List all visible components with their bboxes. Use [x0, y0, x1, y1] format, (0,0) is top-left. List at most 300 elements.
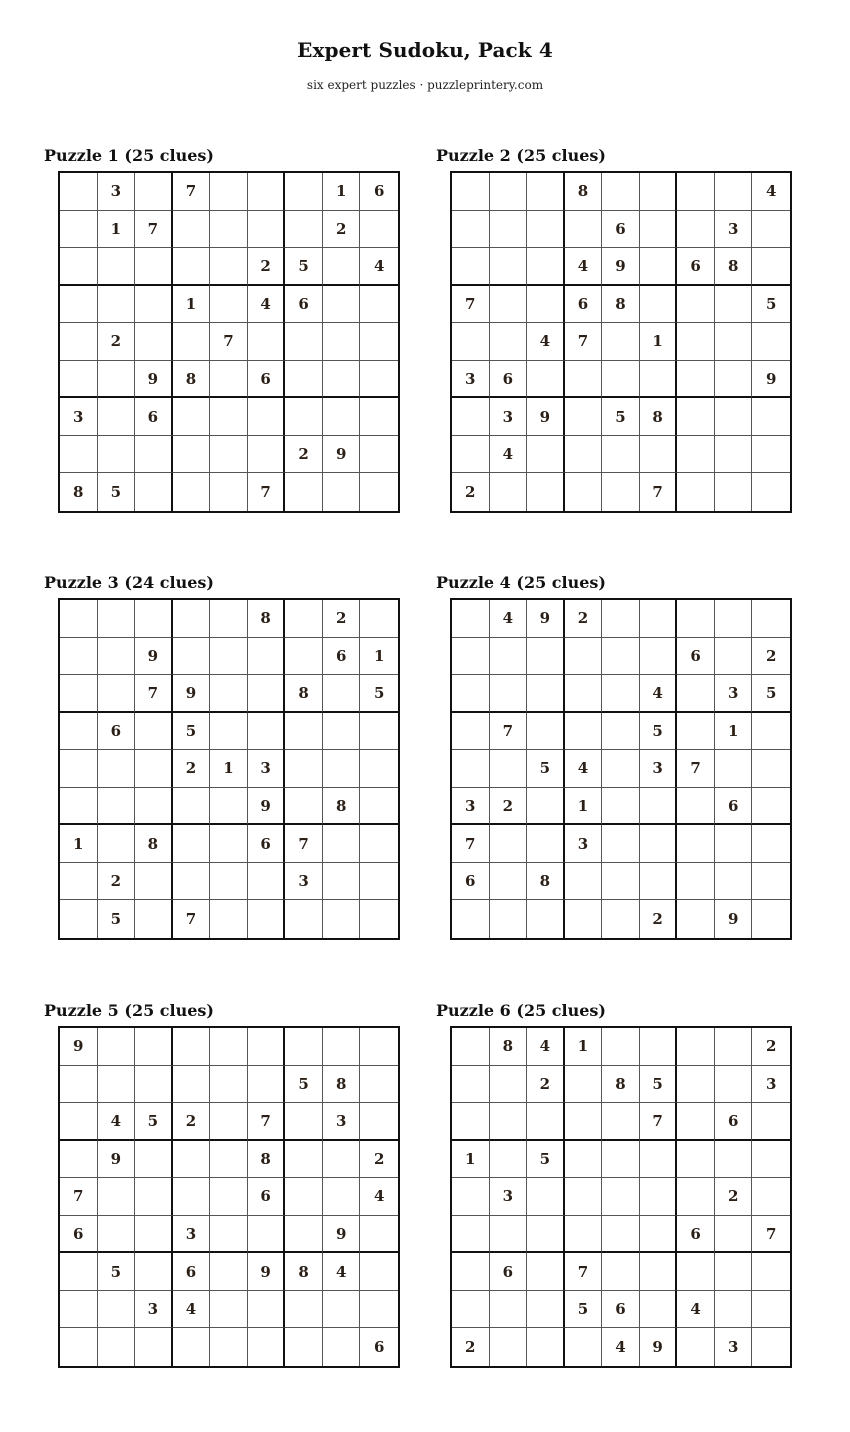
sudoku-cell: [210, 638, 248, 676]
sudoku-cell: [752, 900, 790, 938]
sudoku-cell: 7: [640, 1103, 678, 1141]
sudoku-cell: [360, 1291, 398, 1329]
sudoku-cell: 6: [602, 1291, 640, 1329]
sudoku-cell: [210, 398, 248, 436]
sudoku-cell: [490, 286, 528, 324]
sudoku-cell: [248, 638, 286, 676]
sudoku-cell: 5: [98, 473, 136, 511]
sudoku-cell: [715, 473, 753, 511]
sudoku-cell: [452, 1253, 490, 1291]
sudoku-grid: [450, 598, 792, 940]
sudoku-cell: [135, 713, 173, 751]
sudoku-cell: [752, 398, 790, 436]
sudoku-cell: [248, 323, 286, 361]
sudoku-cell: 8: [527, 863, 565, 901]
sudoku-cell: [60, 675, 98, 713]
sudoku-cell: [98, 750, 136, 788]
sudoku-cell: [715, 1028, 753, 1066]
sudoku-cell: [173, 1028, 211, 1066]
sudoku-cell: 3: [452, 788, 490, 826]
sudoku-cell: [210, 1066, 248, 1104]
sudoku-cell: [248, 713, 286, 751]
sudoku-cell: 1: [640, 323, 678, 361]
sudoku-cell: 3: [715, 211, 753, 249]
sudoku-cell: 4: [173, 1291, 211, 1329]
sudoku-cell: [527, 436, 565, 474]
sudoku-cell: [527, 473, 565, 511]
sudoku-cell: [602, 1141, 640, 1179]
sudoku-cell: [173, 211, 211, 249]
sudoku-cell: 2: [248, 248, 286, 286]
sudoku-cell: [323, 675, 361, 713]
sudoku-cell: 7: [135, 675, 173, 713]
sudoku-cell: [452, 1291, 490, 1329]
sudoku-cell: [135, 1028, 173, 1066]
sudoku-cell: [677, 863, 715, 901]
sudoku-cell: [602, 750, 640, 788]
sudoku-cell: 4: [565, 248, 603, 286]
sudoku-cell: 7: [173, 173, 211, 211]
sudoku-cell: [210, 1328, 248, 1366]
page-title: Expert Sudoku, Pack 4: [297, 38, 553, 62]
sudoku-cell: [490, 1141, 528, 1179]
sudoku-cell: [248, 398, 286, 436]
sudoku-cell: 4: [565, 750, 603, 788]
sudoku-cell: [715, 173, 753, 211]
sudoku-cell: 7: [285, 825, 323, 863]
sudoku-cell: [677, 825, 715, 863]
sudoku-cell: [565, 638, 603, 676]
sudoku-cell: [602, 638, 640, 676]
sudoku-cell: [60, 286, 98, 324]
sudoku-cell: [323, 1141, 361, 1179]
sudoku-cell: [752, 1328, 790, 1366]
sudoku-cell: [640, 863, 678, 901]
sudoku-cell: 2: [285, 436, 323, 474]
sudoku-cell: 1: [715, 713, 753, 751]
sudoku-cell: [60, 361, 98, 399]
sudoku-cell: 3: [98, 173, 136, 211]
sudoku-cell: [527, 286, 565, 324]
sudoku-cell: [452, 1216, 490, 1254]
sudoku-cell: [677, 361, 715, 399]
sudoku-cell: [285, 713, 323, 751]
sudoku-cell: 4: [360, 248, 398, 286]
sudoku-cell: [98, 788, 136, 826]
sudoku-cell: [752, 788, 790, 826]
sudoku-cell: 2: [173, 750, 211, 788]
sudoku-cell: [640, 248, 678, 286]
sudoku-cell: 3: [715, 1328, 753, 1366]
sudoku-cell: [677, 173, 715, 211]
sudoku-cell: 2: [527, 1066, 565, 1104]
sudoku-cell: [323, 361, 361, 399]
sudoku-cell: [98, 248, 136, 286]
sudoku-cell: [285, 361, 323, 399]
sudoku-cell: [452, 1103, 490, 1141]
sudoku-cell: [565, 900, 603, 938]
sudoku-cell: [98, 1178, 136, 1216]
sudoku-cell: 7: [452, 825, 490, 863]
sudoku-cell: [248, 1216, 286, 1254]
sudoku-cell: [135, 1253, 173, 1291]
sudoku-cell: [135, 248, 173, 286]
sudoku-cell: [677, 900, 715, 938]
sudoku-cell: 9: [602, 248, 640, 286]
sudoku-cell: [360, 211, 398, 249]
sudoku-cell: [490, 248, 528, 286]
sudoku-cell: [60, 600, 98, 638]
sudoku-cell: [60, 1291, 98, 1329]
sudoku-cell: 8: [323, 1066, 361, 1104]
sudoku-cell: [490, 863, 528, 901]
sudoku-cell: 2: [98, 323, 136, 361]
sudoku-cell: 3: [565, 825, 603, 863]
sudoku-cell: [490, 1328, 528, 1366]
sudoku-cell: [210, 1216, 248, 1254]
sudoku-cell: [135, 473, 173, 511]
sudoku-cell: [527, 361, 565, 399]
sudoku-cell: [285, 900, 323, 938]
sudoku-cell: [98, 436, 136, 474]
sudoku-cell: [248, 211, 286, 249]
sudoku-cell: 8: [490, 1028, 528, 1066]
sudoku-cell: [210, 1028, 248, 1066]
sudoku-cell: [285, 398, 323, 436]
sudoku-cell: [490, 1291, 528, 1329]
sudoku-cell: [210, 211, 248, 249]
sudoku-cell: [565, 1328, 603, 1366]
sudoku-cell: [360, 1103, 398, 1141]
sudoku-cell: [602, 900, 640, 938]
sudoku-cell: [210, 436, 248, 474]
sudoku-cell: [323, 286, 361, 324]
sudoku-cell: [173, 788, 211, 826]
sudoku-cell: [285, 638, 323, 676]
sudoku-cell: [60, 1103, 98, 1141]
sudoku-cell: 4: [752, 173, 790, 211]
sudoku-cell: 9: [173, 675, 211, 713]
sudoku-cell: [490, 825, 528, 863]
sudoku-cell: [285, 750, 323, 788]
sudoku-cell: [60, 1253, 98, 1291]
sudoku-cell: 6: [248, 361, 286, 399]
sudoku-cell: [98, 825, 136, 863]
sudoku-cell: 1: [173, 286, 211, 324]
sudoku-cell: [60, 1328, 98, 1366]
sudoku-cell: [60, 1066, 98, 1104]
sudoku-cell: 6: [602, 211, 640, 249]
sudoku-cell: [452, 1066, 490, 1104]
sudoku-cell: [60, 248, 98, 286]
sudoku-cell: [602, 788, 640, 826]
sudoku-cell: [752, 1178, 790, 1216]
sudoku-cell: [640, 1178, 678, 1216]
sudoku-cell: [565, 211, 603, 249]
sudoku-cell: [360, 361, 398, 399]
sudoku-cell: [135, 436, 173, 474]
sudoku-cell: [323, 750, 361, 788]
sudoku-cell: 7: [248, 1103, 286, 1141]
sudoku-cell: 2: [452, 473, 490, 511]
sudoku-cell: [527, 788, 565, 826]
sudoku-cell: 6: [677, 1216, 715, 1254]
sudoku-cell: [98, 1028, 136, 1066]
sudoku-cell: [360, 600, 398, 638]
sudoku-cell: 2: [490, 788, 528, 826]
sudoku-cell: [452, 900, 490, 938]
sudoku-cell: [173, 1066, 211, 1104]
sudoku-cell: [60, 436, 98, 474]
sudoku-cell: [677, 436, 715, 474]
sudoku-cell: 4: [490, 600, 528, 638]
sudoku-cell: [490, 473, 528, 511]
sudoku-cell: [640, 1216, 678, 1254]
sudoku-cell: [602, 1028, 640, 1066]
sudoku-cell: [360, 473, 398, 511]
sudoku-cell: [360, 1028, 398, 1066]
sudoku-cell: [285, 1216, 323, 1254]
sudoku-cell: 6: [374, 1338, 385, 1357]
sudoku-cell: [452, 436, 490, 474]
sudoku-cell: 7: [677, 750, 715, 788]
sudoku-cell: [602, 600, 640, 638]
sudoku-cell: 9: [135, 638, 173, 676]
sudoku-cell: [323, 248, 361, 286]
sudoku-grid: [450, 1026, 792, 1368]
sudoku-cell: [715, 600, 753, 638]
sudoku-cell: 2: [323, 600, 361, 638]
sudoku-cell: [323, 323, 361, 361]
sudoku-cell: 4: [677, 1291, 715, 1329]
sudoku-cell: 8: [248, 1141, 286, 1179]
puzzle-title: Puzzle 5 (25 clues): [44, 1001, 214, 1020]
sudoku-cell: [360, 398, 398, 436]
sudoku-cell: [527, 900, 565, 938]
sudoku-cell: 6: [715, 1103, 753, 1141]
sudoku-cell: 3: [135, 1291, 173, 1329]
sudoku-cell: [210, 1141, 248, 1179]
sudoku-cell: [490, 1103, 528, 1141]
sudoku-cell: 5: [98, 1253, 136, 1291]
sudoku-cell: [565, 675, 603, 713]
sudoku-cell: [285, 473, 323, 511]
sudoku-cell: 5: [98, 900, 136, 938]
sudoku-cell: [715, 1141, 753, 1179]
sudoku-cell: [248, 900, 286, 938]
sudoku-cell: [452, 211, 490, 249]
sudoku-cell: 8: [602, 286, 640, 324]
sudoku-cell: 6: [173, 1253, 211, 1291]
sudoku-cell: 1: [360, 638, 398, 676]
sudoku-cell: 4: [323, 1253, 361, 1291]
sudoku-cell: [210, 675, 248, 713]
sudoku-cell: 6: [490, 1253, 528, 1291]
sudoku-cell: [602, 675, 640, 713]
sudoku-cell: [640, 788, 678, 826]
sudoku-cell: 4: [490, 436, 528, 474]
sudoku-cell: [248, 1291, 286, 1329]
sudoku-cell: 5: [285, 248, 323, 286]
sudoku-cell: [527, 1328, 565, 1366]
sudoku-cell: 4: [527, 323, 565, 361]
sudoku-cell: [360, 323, 398, 361]
sudoku-cell: 8: [173, 361, 211, 399]
sudoku-cell: 5: [527, 1141, 565, 1179]
sudoku-cell: [452, 713, 490, 751]
sudoku-cell: [135, 173, 173, 211]
sudoku-cell: [565, 1066, 603, 1104]
sudoku-grid: [58, 171, 400, 513]
sudoku-cell: [60, 713, 98, 751]
sudoku-cell: [210, 173, 248, 211]
sudoku-cell: [677, 600, 715, 638]
sudoku-cell: [323, 1028, 361, 1066]
sudoku-cell: [715, 1066, 753, 1104]
sudoku-cell: 6: [490, 361, 528, 399]
sudoku-cell: [677, 398, 715, 436]
sudoku-cell: [360, 1066, 398, 1104]
sudoku-cell: [715, 750, 753, 788]
sudoku-cell: [248, 1066, 286, 1104]
sudoku-cell: [527, 248, 565, 286]
sudoku-cell: 5: [360, 675, 398, 713]
sudoku-cell: [173, 825, 211, 863]
sudoku-cell: 7: [752, 1216, 790, 1254]
sudoku-cell: 9: [323, 1216, 361, 1254]
sudoku-cell: 6: [565, 286, 603, 324]
sudoku-cell: [323, 713, 361, 751]
sudoku-cell: 7: [490, 713, 528, 751]
sudoku-cell: 6: [60, 1216, 98, 1254]
sudoku-cell: [173, 1328, 211, 1366]
sudoku-cell: [452, 750, 490, 788]
sudoku-cell: [135, 600, 173, 638]
sudoku-cell: [135, 863, 173, 901]
sudoku-cell: [490, 1216, 528, 1254]
sudoku-cell: 8: [715, 248, 753, 286]
sudoku-cell: 7: [452, 286, 490, 324]
sudoku-cell: 5: [565, 1291, 603, 1329]
sudoku-cell: [452, 1028, 490, 1066]
sudoku-cell: 6: [248, 1178, 286, 1216]
sudoku-cell: 8: [565, 173, 603, 211]
sudoku-cell: [210, 825, 248, 863]
sudoku-cell: [565, 473, 603, 511]
sudoku-cell: 1: [565, 1028, 603, 1066]
sudoku-cell: [210, 863, 248, 901]
sudoku-cell: [527, 1291, 565, 1329]
sudoku-cell: 3: [490, 1178, 528, 1216]
sudoku-cell: [715, 1253, 753, 1291]
sudoku-cell: [715, 398, 753, 436]
sudoku-cell: [715, 361, 753, 399]
sudoku-cell: [248, 1328, 286, 1366]
sudoku-cell: [60, 638, 98, 676]
sudoku-cell: [527, 638, 565, 676]
sudoku-cell: [60, 788, 98, 826]
sudoku-cell: [677, 211, 715, 249]
sudoku-cell: [285, 1328, 323, 1366]
sudoku-cell: [602, 713, 640, 751]
sudoku-cell: 8: [323, 788, 361, 826]
sudoku-cell: [210, 1253, 248, 1291]
sudoku-cell: 4: [527, 1028, 565, 1066]
puzzle-title: Puzzle 2 (25 clues): [436, 146, 606, 165]
sudoku-cell: [752, 750, 790, 788]
sudoku-cell: [135, 1178, 173, 1216]
sudoku-cell: 3: [60, 398, 98, 436]
sudoku-cell: 8: [285, 1253, 323, 1291]
sudoku-cell: [452, 638, 490, 676]
sudoku-cell: 6: [452, 863, 490, 901]
sudoku-cell: [490, 638, 528, 676]
sudoku-cell: [323, 825, 361, 863]
sudoku-cell: [98, 361, 136, 399]
sudoku-cell: [248, 173, 286, 211]
sudoku-cell: [452, 675, 490, 713]
sudoku-cell: [565, 361, 603, 399]
sudoku-cell: [60, 211, 98, 249]
sudoku-cell: [173, 323, 211, 361]
sudoku-cell: [752, 1141, 790, 1179]
sudoku-cell: [135, 788, 173, 826]
sudoku-cell: [60, 863, 98, 901]
sudoku-cell: 9: [135, 361, 173, 399]
sudoku-cell: 8: [602, 1066, 640, 1104]
sudoku-cell: [60, 323, 98, 361]
sudoku-cell: 7: [565, 1253, 603, 1291]
sudoku-cell: 2: [752, 1028, 790, 1066]
sudoku-cell: 5: [135, 1103, 173, 1141]
sudoku-cell: [135, 286, 173, 324]
sudoku-cell: [285, 1028, 323, 1066]
sudoku-cell: [135, 750, 173, 788]
sudoku-cell: 6: [285, 286, 323, 324]
sudoku-cell: [752, 713, 790, 751]
sudoku-cell: [602, 863, 640, 901]
sudoku-cell: [248, 675, 286, 713]
sudoku-cell: [360, 788, 398, 826]
sudoku-cell: [640, 436, 678, 474]
sudoku-cell: 4: [248, 286, 286, 324]
sudoku-cell: [452, 600, 490, 638]
sudoku-cell: 1: [452, 1141, 490, 1179]
sudoku-cell: [752, 473, 790, 511]
sudoku-cell: [602, 1103, 640, 1141]
sudoku-cell: 9: [752, 361, 790, 399]
sudoku-cell: [285, 1141, 323, 1179]
sudoku-cell: 4: [98, 1103, 136, 1141]
sudoku-cell: [135, 323, 173, 361]
sudoku-cell: 5: [527, 750, 565, 788]
sudoku-cell: [527, 1103, 565, 1141]
sudoku-cell: [715, 286, 753, 324]
sudoku-cell: [527, 173, 565, 211]
sudoku-cell: [677, 1028, 715, 1066]
sudoku-cell: [677, 323, 715, 361]
sudoku-cell: 9: [527, 600, 565, 638]
sudoku-cell: [752, 323, 790, 361]
sudoku-cell: 2: [452, 1328, 490, 1366]
sudoku-cell: 7: [640, 473, 678, 511]
sudoku-cell: [527, 713, 565, 751]
sudoku-cell: [565, 1141, 603, 1179]
puzzle-title: Puzzle 1 (25 clues): [44, 146, 214, 165]
sudoku-cell: [640, 1291, 678, 1329]
sudoku-cell: [677, 1066, 715, 1104]
sudoku-cell: [360, 1253, 398, 1291]
